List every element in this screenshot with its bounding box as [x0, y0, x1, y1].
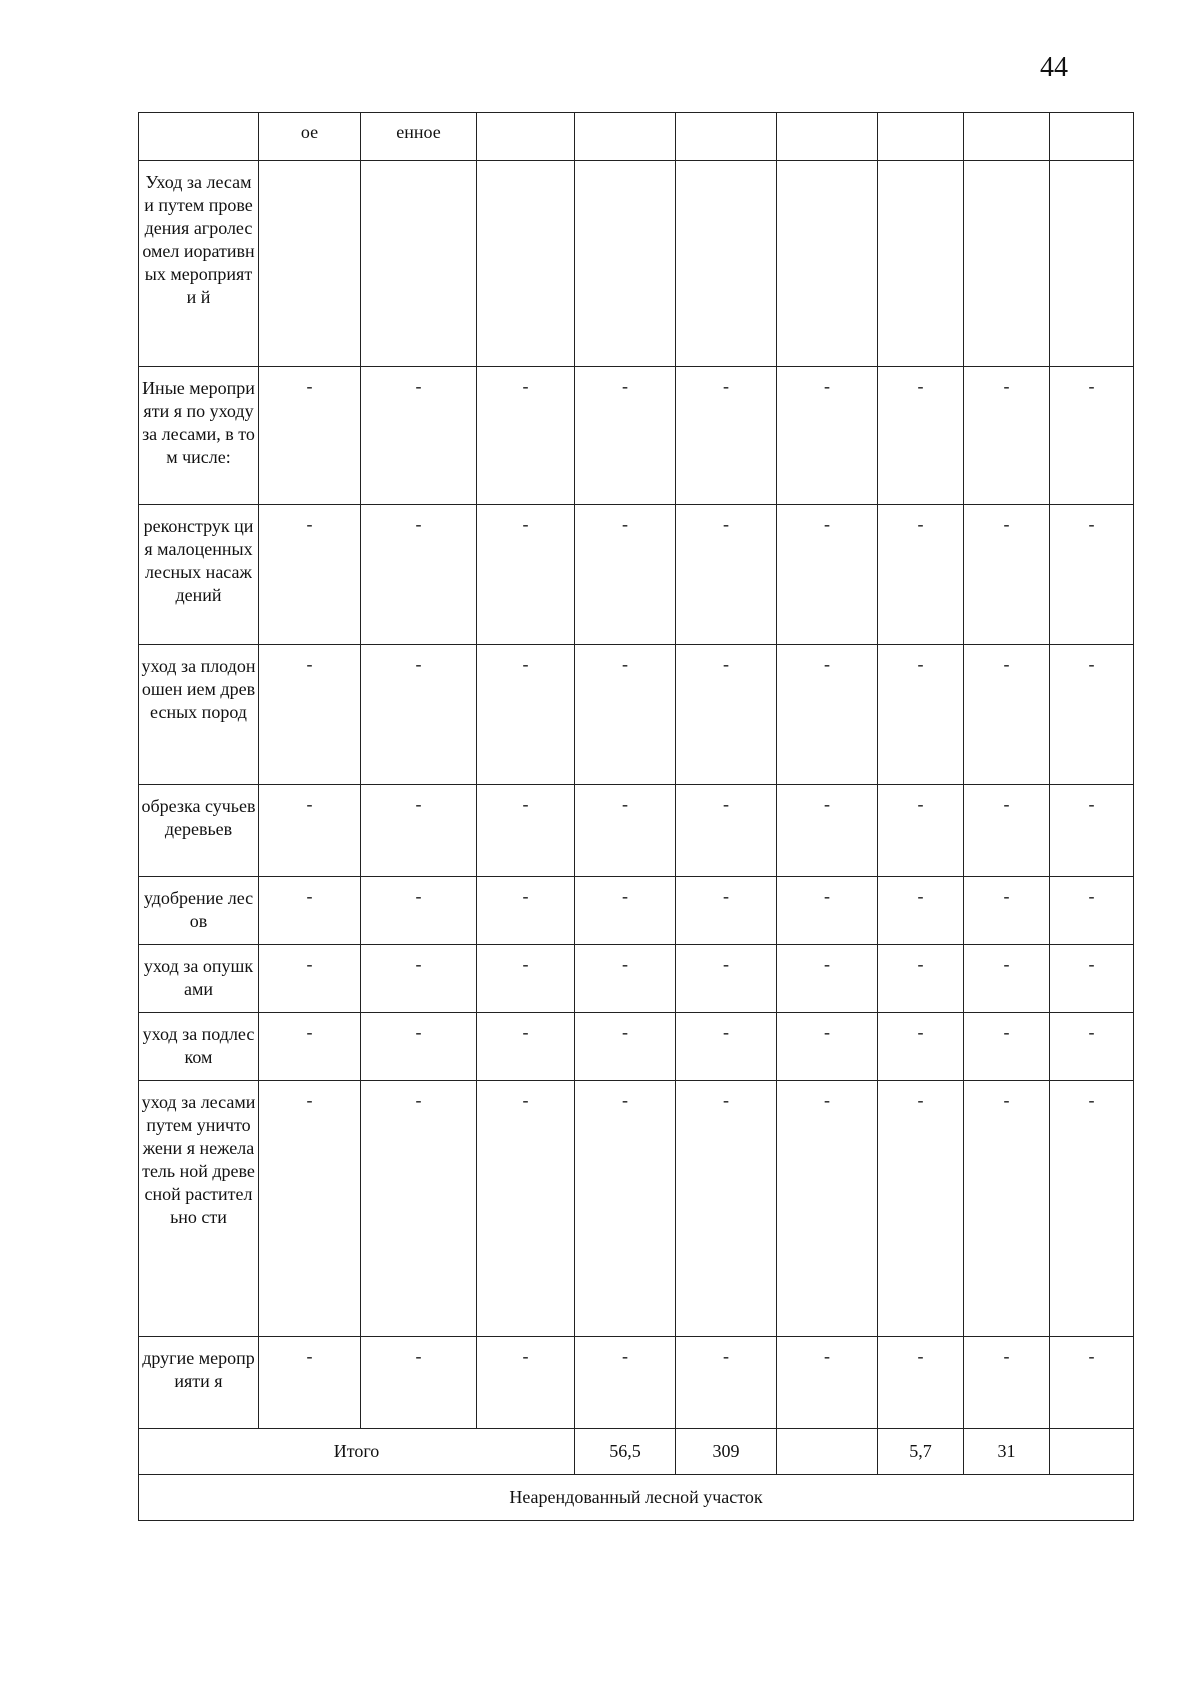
value-cell: [575, 161, 676, 367]
table-row: [139, 161, 1134, 367]
value-cell: -: [777, 945, 878, 1013]
value-cell: -: [259, 877, 361, 945]
value-cell: -: [676, 785, 777, 877]
value-cell: -: [259, 367, 361, 505]
value-cell: -: [777, 1013, 878, 1081]
value-cell: -: [1050, 785, 1134, 877]
total-value: 56,5: [575, 1429, 676, 1475]
table-row: [139, 877, 1134, 945]
value-cell: [878, 161, 964, 367]
page-number: 44: [1040, 52, 1068, 83]
value-cell: [777, 161, 878, 367]
value-cell: -: [964, 1337, 1050, 1429]
header-cell: [676, 113, 777, 161]
value-cell: -: [575, 505, 676, 645]
value-cell: -: [575, 877, 676, 945]
value-cell: -: [878, 1337, 964, 1429]
row-label: другие мероприяти я: [139, 1337, 259, 1429]
value-cell: -: [477, 785, 575, 877]
value-cell: -: [964, 367, 1050, 505]
value-cell: -: [361, 1337, 477, 1429]
value-cell: [964, 161, 1050, 367]
value-cell: -: [477, 505, 575, 645]
value-cell: -: [964, 505, 1050, 645]
header-cell: [964, 113, 1050, 161]
row-label: уход за подлеском: [139, 1013, 259, 1081]
value-cell: -: [964, 1081, 1050, 1337]
table-row: [139, 645, 1134, 785]
value-cell: -: [259, 645, 361, 785]
value-cell: -: [259, 785, 361, 877]
table-row: [139, 505, 1134, 645]
value-cell: -: [777, 645, 878, 785]
value-cell: -: [676, 1337, 777, 1429]
value-cell: -: [676, 505, 777, 645]
value-cell: -: [878, 645, 964, 785]
row-label: уход за лесами путем уничтожени я нежелатель ной древесной растительно сти: [139, 1081, 259, 1337]
value-cell: -: [964, 785, 1050, 877]
value-cell: -: [259, 1081, 361, 1337]
value-cell: -: [777, 785, 878, 877]
value-cell: -: [259, 505, 361, 645]
value-cell: -: [259, 945, 361, 1013]
value-cell: -: [575, 785, 676, 877]
value-cell: -: [575, 1013, 676, 1081]
value-cell: -: [777, 367, 878, 505]
row-label: уход за опушками: [139, 945, 259, 1013]
section-row: [139, 1475, 1134, 1521]
total-value: 5,7: [878, 1429, 964, 1475]
value-cell: -: [1050, 367, 1134, 505]
total-value: [777, 1429, 878, 1475]
header-cell: ое: [259, 113, 361, 161]
value-cell: -: [676, 1081, 777, 1337]
value-cell: [1050, 161, 1134, 367]
value-cell: -: [477, 1013, 575, 1081]
row-label: удобрение лесов: [139, 877, 259, 945]
total-value: [1050, 1429, 1134, 1475]
value-cell: -: [361, 367, 477, 505]
total-value: 31: [964, 1429, 1050, 1475]
value-cell: [259, 161, 361, 367]
value-cell: -: [361, 1013, 477, 1081]
value-cell: -: [361, 945, 477, 1013]
value-cell: -: [676, 367, 777, 505]
row-label: реконструк ция малоценных лесных насаждений: [139, 505, 259, 645]
header-cell: [878, 113, 964, 161]
header-row: [139, 113, 1134, 161]
value-cell: -: [1050, 505, 1134, 645]
header-cell: енное: [361, 113, 477, 161]
table-row: [139, 945, 1134, 1013]
forest-care-table: [138, 112, 1134, 1521]
value-cell: -: [477, 1081, 575, 1337]
header-cell: [139, 113, 259, 161]
table-row: [139, 367, 1134, 505]
value-cell: -: [477, 945, 575, 1013]
value-cell: -: [477, 367, 575, 505]
total-value: 309: [676, 1429, 777, 1475]
value-cell: -: [777, 505, 878, 645]
value-cell: -: [777, 1081, 878, 1337]
value-cell: -: [477, 877, 575, 945]
value-cell: -: [964, 1013, 1050, 1081]
value-cell: -: [575, 367, 676, 505]
value-cell: -: [575, 1337, 676, 1429]
value-cell: -: [477, 1337, 575, 1429]
value-cell: -: [676, 877, 777, 945]
value-cell: -: [361, 505, 477, 645]
value-cell: -: [1050, 877, 1134, 945]
section-title: Неарендованный лесной участок: [139, 1475, 1134, 1521]
value-cell: -: [361, 877, 477, 945]
value-cell: -: [1050, 945, 1134, 1013]
value-cell: -: [575, 945, 676, 1013]
value-cell: -: [878, 1081, 964, 1337]
value-cell: -: [1050, 1013, 1134, 1081]
value-cell: -: [777, 1337, 878, 1429]
row-label: Иные мероприяти я по уходу за лесами, в том числе:: [139, 367, 259, 505]
value-cell: -: [676, 645, 777, 785]
table-row: [139, 1337, 1134, 1429]
total-label: Итого: [139, 1429, 575, 1475]
header-cell: [1050, 113, 1134, 161]
value-cell: -: [964, 877, 1050, 945]
table-row: [139, 1013, 1134, 1081]
value-cell: -: [878, 785, 964, 877]
value-cell: -: [676, 945, 777, 1013]
value-cell: -: [777, 877, 878, 945]
value-cell: [477, 161, 575, 367]
value-cell: -: [964, 945, 1050, 1013]
row-label: уход за плодоношен ием древесных пород: [139, 645, 259, 785]
value-cell: -: [477, 645, 575, 785]
value-cell: -: [361, 645, 477, 785]
total-row: [139, 1429, 1134, 1475]
table-row: [139, 1081, 1134, 1337]
value-cell: -: [1050, 645, 1134, 785]
value-cell: -: [259, 1013, 361, 1081]
value-cell: -: [878, 945, 964, 1013]
value-cell: -: [964, 645, 1050, 785]
value-cell: -: [259, 1337, 361, 1429]
value-cell: -: [575, 645, 676, 785]
value-cell: -: [575, 1081, 676, 1337]
value-cell: -: [878, 367, 964, 505]
value-cell: -: [361, 1081, 477, 1337]
value-cell: -: [878, 505, 964, 645]
value-cell: -: [361, 785, 477, 877]
value-cell: -: [1050, 1081, 1134, 1337]
value-cell: -: [878, 877, 964, 945]
table-row: [139, 785, 1134, 877]
value-cell: [361, 161, 477, 367]
value-cell: -: [1050, 1337, 1134, 1429]
value-cell: [676, 161, 777, 367]
value-cell: -: [878, 1013, 964, 1081]
header-cell: [777, 113, 878, 161]
value-cell: -: [676, 1013, 777, 1081]
header-cell: [575, 113, 676, 161]
header-cell: [477, 113, 575, 161]
row-label: Уход за лесами путем проведения агролесомел иоративных мероприяти й: [139, 161, 259, 367]
row-label: обрезка сучьев деревьев: [139, 785, 259, 877]
